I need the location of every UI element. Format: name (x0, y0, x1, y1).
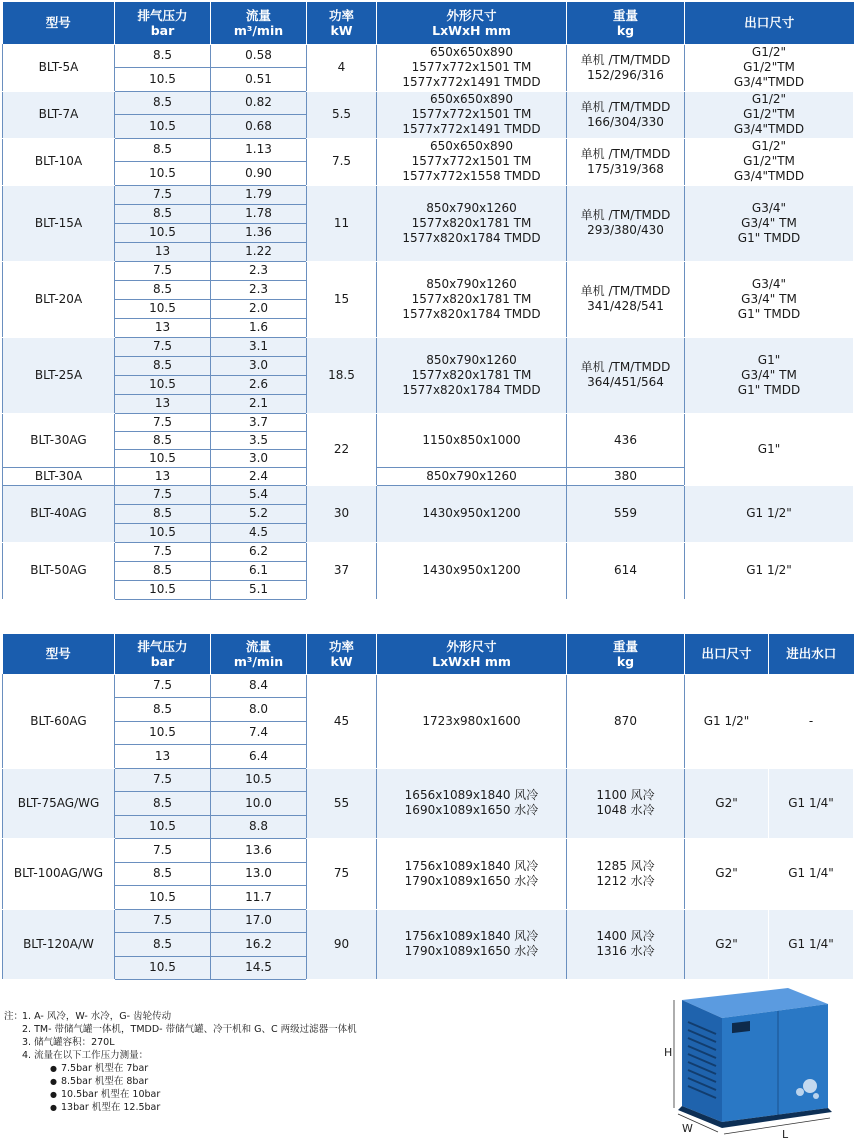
model-cell: BLT-75AG/WG (3, 768, 115, 839)
pressure-cell: 8.5 (115, 698, 211, 722)
pressure-cell: 13 (115, 318, 211, 337)
table-row (3, 839, 854, 863)
flow-cell: 3.0 (211, 449, 307, 467)
flow-cell: 1.6 (211, 318, 307, 337)
flow-cell: 2.0 (211, 299, 307, 318)
col-header-text: 流量 m³/min (233, 638, 284, 669)
note-line: 4. 流量在以下工作压力测量： (22, 1050, 149, 1061)
flow-cell: 8.8 (211, 815, 307, 839)
pressure-cell: 13 (115, 745, 211, 769)
pressure-cell: 10.5 (115, 68, 211, 92)
pressure-cell: 13 (115, 394, 211, 413)
model-cell: BLT-40AG (3, 485, 115, 542)
flow-cell: 17.0 (211, 909, 307, 933)
table-row (3, 485, 854, 504)
outlet-cell: G2" (685, 768, 769, 839)
pressure-cell: 8.5 (115, 356, 211, 375)
note-bullet: ● 7.5bar 机型在 7bar (50, 1062, 564, 1075)
pressure-cell: 7.5 (115, 337, 211, 356)
weight-cell: 870 (567, 674, 685, 768)
flow-cell: 0.58 (211, 44, 307, 68)
notes-body (22, 1010, 564, 1114)
dimensions-cell: 850x790x1260 1577x820x1781 TM 1577x820x1784 TMDD (377, 337, 567, 413)
table-row (3, 674, 854, 698)
outlet-cell: G1" G3/4" TM G1" TMDD (685, 337, 854, 413)
outlet-cell: G3/4" G3/4" TM G1" TMDD (685, 185, 854, 261)
col-header-weight (567, 634, 685, 674)
col-header-dimensions (377, 634, 567, 674)
flow-cell: 0.68 (211, 115, 307, 139)
table-row (3, 261, 854, 280)
note-bullets (22, 1062, 564, 1114)
outlet-cell: G1/2" G1/2"TM G3/4"TMDD (685, 44, 854, 91)
pressure-cell: 10.5 (115, 721, 211, 745)
table-row (3, 768, 854, 792)
flow-cell: 10.5 (211, 768, 307, 792)
pressure-cell: 10.5 (115, 815, 211, 839)
flow-cell: 8.4 (211, 674, 307, 698)
col-header-weight (567, 2, 685, 44)
dim-label-h: H (664, 1046, 673, 1059)
flow-cell: 6.2 (211, 542, 307, 561)
table-row (3, 909, 854, 933)
dimensions-cell: 850x790x1260 1577x820x1781 TM 1577x820x1784 TMDD (377, 261, 567, 337)
pressure-cell: 8.5 (115, 204, 211, 223)
model-cell: BLT-30A (3, 467, 115, 485)
flow-cell: 5.4 (211, 485, 307, 504)
flow-cell: 1.78 (211, 204, 307, 223)
flow-cell: 2.3 (211, 280, 307, 299)
pressure-cell: 10.5 (115, 375, 211, 394)
power-cell: 7.5 (307, 138, 377, 185)
model-cell: BLT-30AG (3, 413, 115, 467)
col-header-outlet: 出口尺寸 (685, 634, 769, 674)
flow-cell: 14.5 (211, 956, 307, 980)
outlet-cell: G1/2" G1/2"TM G3/4"TMDD (685, 91, 854, 138)
spec-table-1 (2, 2, 854, 600)
power-cell: 37 (307, 542, 377, 599)
weight-cell: 单机 /TM/TMDD 166/304/330 (567, 91, 685, 138)
dimensions-cell: 1430x950x1200 (377, 485, 567, 542)
flow-cell: 0.90 (211, 162, 307, 186)
power-cell: 90 (307, 909, 377, 980)
notes-prefix: 注： (4, 1011, 24, 1022)
spec-table-2 (2, 634, 854, 980)
pressure-cell: 10.5 (115, 223, 211, 242)
pressure-cell: 10.5 (115, 299, 211, 318)
power-cell: 30 (307, 485, 377, 542)
flow-cell: 2.4 (211, 467, 307, 485)
flow-cell: 5.1 (211, 580, 307, 599)
table-row (3, 185, 854, 204)
col-header-model: 型号 (3, 2, 115, 44)
note-bullet: ● 10.5bar 机型在 10bar (50, 1088, 564, 1101)
flow-cell: 3.5 (211, 431, 307, 449)
flow-cell: 5.2 (211, 504, 307, 523)
pressure-cell: 7.5 (115, 261, 211, 280)
outlet-cell: G1 1/2" (685, 674, 769, 768)
flow-cell: 1.36 (211, 223, 307, 242)
weight-cell: 单机 /TM/TMDD 152/296/316 (567, 44, 685, 91)
weight-cell: 单机 /TM/TMDD 364/451/564 (567, 337, 685, 413)
col-header-model: 型号 (3, 634, 115, 674)
flow-cell: 7.4 (211, 721, 307, 745)
col-header-text: 流量 m³/min (233, 7, 284, 38)
outlet-cell: G2" (685, 909, 769, 980)
water-port-cell: G1 1/4" (769, 839, 854, 910)
dimensions-cell: 850x790x1260 (377, 467, 567, 485)
dimensions-cell: 650x650x890 1577x772x1501 TM 1577x772x1491 TMDD (377, 44, 567, 91)
power-cell: 18.5 (307, 337, 377, 413)
col-header-text: 重量 kg (612, 7, 638, 38)
col-header-text: 外形尺寸 LxWxH mm (432, 638, 511, 669)
col-header-text: 功率 kW (328, 7, 354, 38)
flow-cell: 3.0 (211, 356, 307, 375)
col-header-pressure (115, 2, 211, 44)
power-cell: 11 (307, 185, 377, 261)
weight-cell: 380 (567, 467, 685, 485)
pressure-cell: 8.5 (115, 792, 211, 816)
flow-cell: 6.1 (211, 561, 307, 580)
dimensions-cell: 1756x1089x1840 风冷 1790x1089x1650 水冷 (377, 839, 567, 910)
pressure-cell: 8.5 (115, 138, 211, 162)
outlet-cell: G1 1/2" (685, 542, 854, 599)
pressure-cell: 10.5 (115, 956, 211, 980)
model-cell: BLT-10A (3, 138, 115, 185)
notes-header-row (4, 1010, 564, 1114)
flow-cell: 13.6 (211, 839, 307, 863)
pressure-cell: 10.5 (115, 162, 211, 186)
model-cell: BLT-100AG/WG (3, 839, 115, 910)
pressure-cell: 10.5 (115, 886, 211, 910)
model-cell: BLT-25A (3, 337, 115, 413)
weight-cell: 单机 /TM/TMDD 175/319/368 (567, 138, 685, 185)
power-cell: 45 (307, 674, 377, 768)
weight-cell: 单机 /TM/TMDD 341/428/541 (567, 261, 685, 337)
dim-label-l: L (782, 1128, 789, 1141)
dimensions-cell: 1150x850x1000 (377, 413, 567, 467)
pressure-cell: 7.5 (115, 839, 211, 863)
outlet-cell: G1 1/2" (685, 485, 854, 542)
flow-cell: 16.2 (211, 933, 307, 957)
note-line: 1. A- 风冷，W- 水冷，G- 齿轮传动 (22, 1011, 172, 1022)
dimensions-cell: 650x650x890 1577x772x1501 TM 1577x772x1491 TMDD (377, 91, 567, 138)
col-header-power (307, 2, 377, 44)
pressure-cell: 8.5 (115, 561, 211, 580)
pressure-cell: 8.5 (115, 933, 211, 957)
pressure-cell: 13 (115, 242, 211, 261)
pressure-cell: 8.5 (115, 431, 211, 449)
model-cell: BLT-20A (3, 261, 115, 337)
col-header-water-port: 进出水口 (769, 634, 854, 674)
table-row (3, 542, 854, 561)
pressure-cell: 7.5 (115, 674, 211, 698)
col-header-dimensions (377, 2, 567, 44)
note-line: 2. TM- 带储气罐一体机，TMDD- 带储气罐、冷干机和 G、C 两级过滤器一体机 (22, 1024, 357, 1035)
dim-label-w: W (682, 1122, 693, 1135)
pressure-cell: 7.5 (115, 909, 211, 933)
weight-cell: 614 (567, 542, 685, 599)
pressure-cell: 8.5 (115, 44, 211, 68)
pressure-cell: 10.5 (115, 580, 211, 599)
flow-cell: 1.79 (211, 185, 307, 204)
pressure-cell: 7.5 (115, 185, 211, 204)
pressure-cell: 7.5 (115, 413, 211, 431)
model-cell: BLT-5A (3, 44, 115, 91)
col-header-power (307, 634, 377, 674)
power-cell: 15 (307, 261, 377, 337)
notes-section (4, 1010, 564, 1114)
dimensions-cell: 1656x1089x1840 风冷 1690x1089x1650 水冷 (377, 768, 567, 839)
pressure-cell: 8.5 (115, 280, 211, 299)
flow-cell: 3.7 (211, 413, 307, 431)
water-port-cell: G1 1/4" (769, 768, 854, 839)
outlet-cell: G2" (685, 839, 769, 910)
table-row (3, 337, 854, 356)
pressure-cell: 10.5 (115, 115, 211, 139)
power-cell: 22 (307, 413, 377, 485)
weight-cell: 1100 风冷 1048 水冷 (567, 768, 685, 839)
table-row (3, 44, 854, 68)
weight-cell: 单机 /TM/TMDD 293/380/430 (567, 185, 685, 261)
power-cell: 55 (307, 768, 377, 839)
flow-cell: 2.3 (211, 261, 307, 280)
flow-cell: 0.51 (211, 68, 307, 92)
col-header-text: 排气压力 bar (137, 7, 188, 38)
col-header-pressure (115, 634, 211, 674)
col-header-text: 功率 kW (328, 638, 354, 669)
dimensions-cell: 850x790x1260 1577x820x1781 TM 1577x820x1784 TMDD (377, 185, 567, 261)
flow-cell: 3.1 (211, 337, 307, 356)
flow-cell: 4.5 (211, 523, 307, 542)
water-port-cell: - (769, 674, 854, 768)
weight-cell: 436 (567, 413, 685, 467)
col-header-outlet: 出口尺寸 (685, 2, 854, 44)
note-bullet: ● 8.5bar 机型在 8bar (50, 1075, 564, 1088)
power-cell: 4 (307, 44, 377, 91)
note-bullet: ● 13bar 机型在 12.5bar (50, 1101, 564, 1114)
flow-cell: 8.0 (211, 698, 307, 722)
flow-cell: 6.4 (211, 745, 307, 769)
flow-cell: 11.7 (211, 886, 307, 910)
pressure-cell: 8.5 (115, 91, 211, 115)
flow-cell: 13.0 (211, 862, 307, 886)
flow-cell: 10.0 (211, 792, 307, 816)
col-header-flow (211, 634, 307, 674)
pressure-cell: 10.5 (115, 449, 211, 467)
weight-cell: 559 (567, 485, 685, 542)
pressure-cell: 7.5 (115, 768, 211, 792)
pressure-cell: 7.5 (115, 485, 211, 504)
model-cell: BLT-60AG (3, 674, 115, 768)
water-port-cell: G1 1/4" (769, 909, 854, 980)
pressure-cell: 13 (115, 467, 211, 485)
table-row (3, 138, 854, 162)
model-cell: BLT-120A/W (3, 909, 115, 980)
weight-cell: 1285 风冷 1212 水冷 (567, 839, 685, 910)
flow-cell: 1.13 (211, 138, 307, 162)
pressure-cell: 8.5 (115, 504, 211, 523)
table-row (3, 91, 854, 115)
flow-cell: 2.1 (211, 394, 307, 413)
outlet-cell: G1" (685, 413, 854, 485)
compressor-image (660, 982, 850, 1142)
pressure-cell: 8.5 (115, 862, 211, 886)
model-cell: BLT-50AG (3, 542, 115, 599)
pressure-cell: 10.5 (115, 523, 211, 542)
table-header-row (3, 634, 854, 674)
model-cell: BLT-7A (3, 91, 115, 138)
dimensions-cell: 1723x980x1600 (377, 674, 567, 768)
power-cell: 75 (307, 839, 377, 910)
flow-cell: 2.6 (211, 375, 307, 394)
power-cell: 5.5 (307, 91, 377, 138)
note-line: 3. 储气罐容积：270L (22, 1037, 115, 1048)
flow-cell: 1.22 (211, 242, 307, 261)
col-header-text: 排气压力 bar (137, 638, 188, 669)
weight-cell: 1400 风冷 1316 水冷 (567, 909, 685, 980)
pressure-cell: 7.5 (115, 542, 211, 561)
product-illustration (660, 982, 850, 1142)
col-header-text: 外形尺寸 LxWxH mm (432, 7, 511, 38)
flow-cell: 0.82 (211, 91, 307, 115)
dimensions-cell: 1430x950x1200 (377, 542, 567, 599)
dimensions-cell: 1756x1089x1840 风冷 1790x1089x1650 水冷 (377, 909, 567, 980)
col-header-flow (211, 2, 307, 44)
dimensions-cell: 650x650x890 1577x772x1501 TM 1577x772x1558 TMDD (377, 138, 567, 185)
outlet-cell: G1/2" G1/2"TM G3/4"TMDD (685, 138, 854, 185)
outlet-cell: G3/4" G3/4" TM G1" TMDD (685, 261, 854, 337)
table-header-row (3, 2, 854, 44)
model-cell: BLT-15A (3, 185, 115, 261)
table-row (3, 413, 854, 431)
col-header-text: 重量 kg (612, 638, 638, 669)
